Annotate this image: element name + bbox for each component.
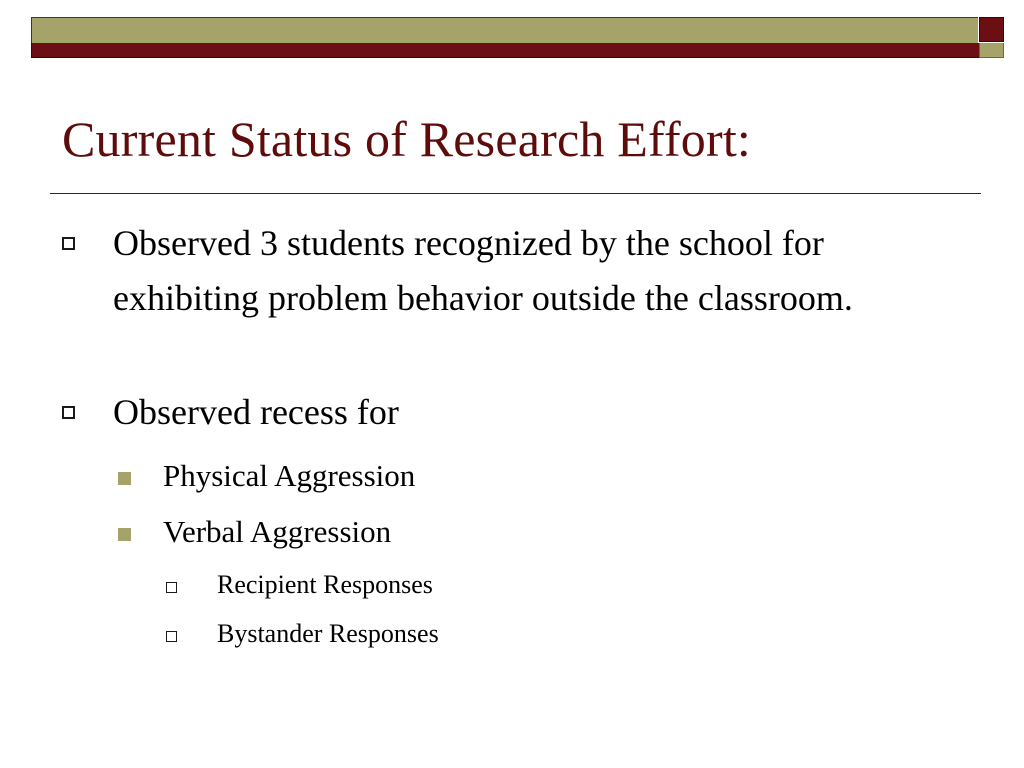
hollow-square-bullet-icon xyxy=(62,406,75,419)
hollow-square-bullet-icon xyxy=(62,237,75,250)
filled-square-bullet-icon xyxy=(118,472,131,485)
sub-bullet-item xyxy=(118,515,391,552)
hollow-square-bullet-icon xyxy=(166,631,177,642)
slide-title: Current Status of Research Effort: xyxy=(62,111,752,167)
sub-bullet-text: Physical Aggression xyxy=(163,458,416,493)
sub-sub-bullet-item xyxy=(166,619,439,651)
bullet-text: Observed recess for xyxy=(113,392,399,432)
bullet-item xyxy=(62,391,973,440)
sub-bullet-item xyxy=(118,459,415,496)
sub-bullet-text: Verbal Aggression xyxy=(163,514,392,549)
sub-sub-bullet-text: Bystander Responses xyxy=(217,619,439,648)
sub-sub-bullet-item xyxy=(166,570,433,602)
filled-square-bullet-icon xyxy=(118,528,131,541)
hollow-square-bullet-icon xyxy=(166,582,177,593)
bullet-text: Observed 3 students recognized by the school for exhibiting problem behavior outside the classroom. xyxy=(113,223,853,318)
sub-sub-bullet-text: Recipient Responses xyxy=(217,570,433,599)
bullet-item xyxy=(62,222,973,326)
